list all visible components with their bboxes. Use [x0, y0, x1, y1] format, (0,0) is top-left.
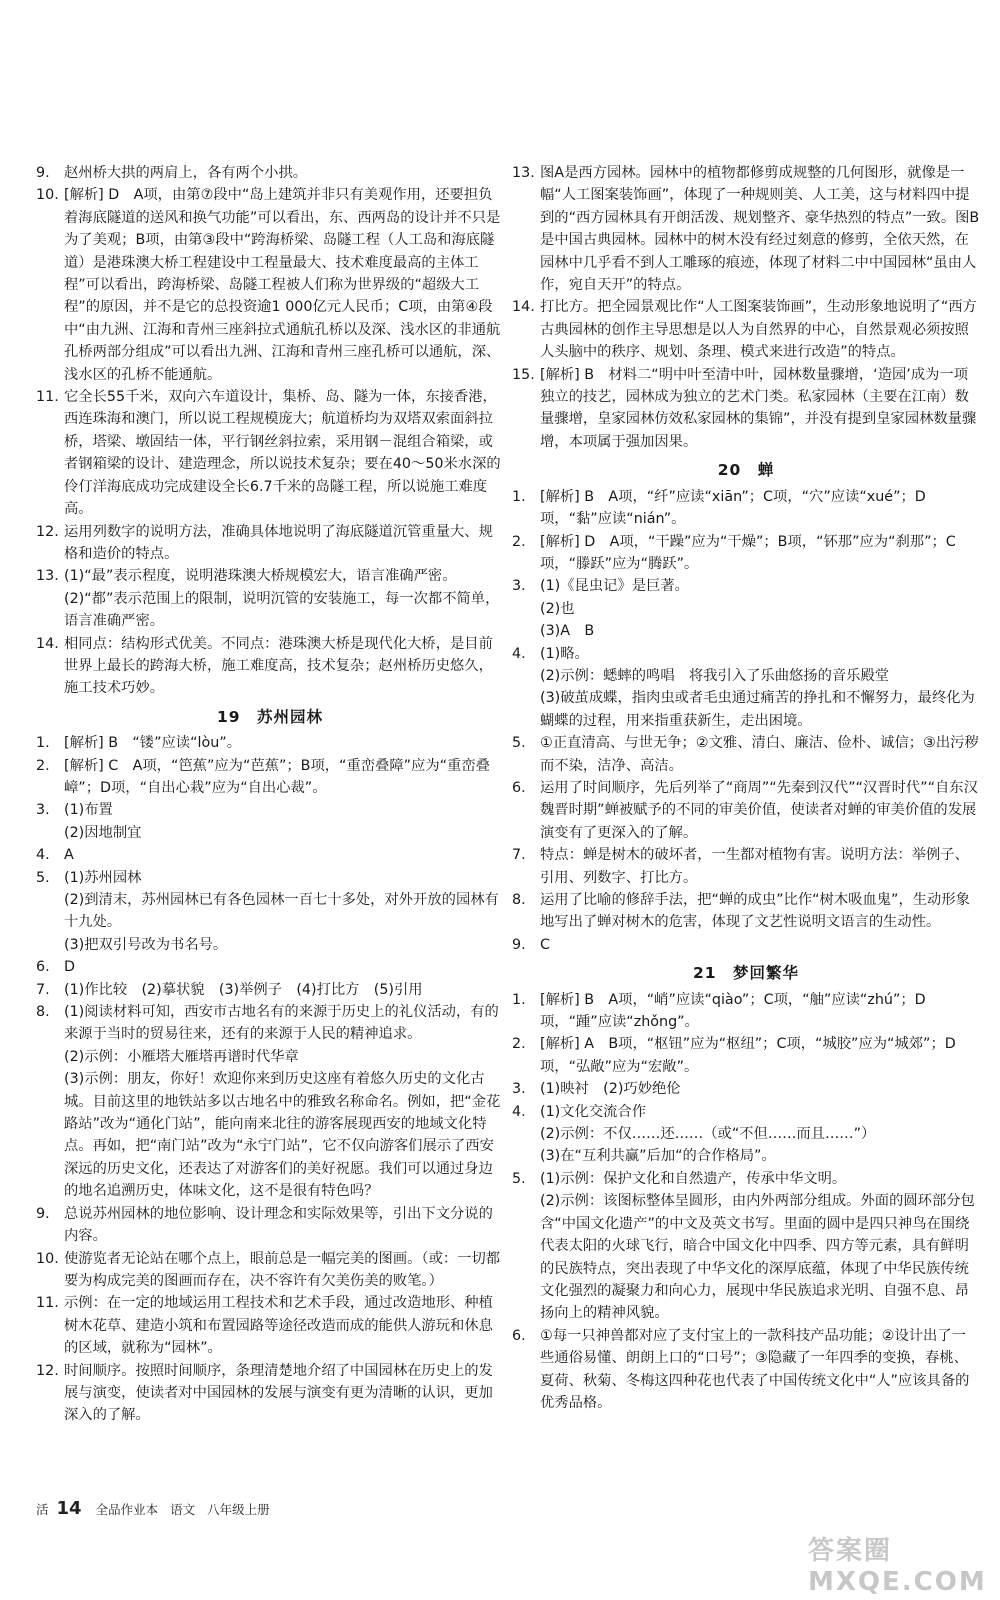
answer-item	[512, 531, 980, 576]
answer-number: 5.	[512, 735, 526, 752]
answer-item	[512, 1078, 980, 1100]
answer-number: 14.	[512, 299, 535, 316]
answer-item	[36, 867, 504, 957]
answer-number: 10.	[36, 187, 59, 204]
answer-text: 总说苏州园林的地位影响、设计理念和实际效果等，引出下文分说的内容。	[64, 1205, 493, 1245]
page-footer	[36, 1498, 278, 1519]
answer-number: 12.	[36, 1362, 59, 1379]
answer-number: 13.	[36, 568, 59, 585]
answer-list	[512, 989, 980, 1415]
answer-text: [解析] B A项，“峭”应读“qiào”；C项，“舳”应读“zhú”；D项，“踵”应读“zhǒng”。	[540, 991, 926, 1031]
answer-item	[36, 1203, 504, 1248]
answer-number: 14.	[36, 635, 59, 652]
answer-text: (2)示例：该图标整体呈圆形，由内外两部分组成。外面的圆环部分包含“中国文化遗产”的中文及英文书写。里面的圆中是四只神鸟在围绕代表太阳的火球飞行，暗合中国文化中四季、四方等元素，具有鲜明的民族特点，突出表现了中华文化的深厚底蕴，体现了中华民族传统文化强烈的凝聚力和向心力，展现中华民族追求光明、自强不息、昂扬向上的精神风貌。	[540, 1193, 975, 1322]
answer-text: [解析] D A项，由第⑦段中“岛上建筑并非只有美观作用，还要担负着海底隧道的送风和换气功能”可以看出，东、西两岛的设计并不只是为了美观；B项，由第③段中“跨海桥梁、岛隧工程（人工岛和海底隧道）是港珠澳大桥工程建设中工程量最大、技术难度最高的主体工程”可以看出，跨海桥梁、岛隧工程被人们称为世界级的“超级大工程”的原因，并不是它的总投资逾1 000亿元人民币；C项，由第④段中“由九洲、江海和青州三座斜拉式通航孔桥以及深、浅水区的非通航孔桥两部分组成”可以看出九洲、江海和青州三座孔桥可以通航，深、浅水区的孔桥不能通航。	[64, 187, 501, 383]
answer-item	[512, 777, 980, 844]
answer-number: 7.	[36, 981, 50, 998]
answer-item	[36, 979, 504, 1001]
answer-number: 11.	[36, 389, 59, 406]
answer-text: (2)示例：小雁塔大雁塔再谱时代华章	[64, 1048, 299, 1065]
answer-text: 运用了时间顺序，先后列举了“商周”“先秦到汉代”“汉晋时代”“自东汉魏晋时期”蝉被赋予的不同的审美价值，使读者对蝉的审美价值的发展演变有了更深入的了解。	[540, 779, 978, 841]
answer-number: 9.	[36, 1205, 50, 1222]
answer-item	[512, 575, 980, 642]
answer-item	[512, 162, 980, 296]
answer-number: 4.	[512, 1103, 526, 1120]
answer-item	[36, 386, 504, 520]
answer-text: [解析] C A项，“笆蕉”应为“芭蕉”；B项，“重峦叠障”应为“重峦叠嶂”；D项，“自出心栽”应为“自出心裁”。	[64, 757, 490, 796]
answer-text: 图A是西方园林。园林中的植物都修剪成规整的几何图形，就像是一幅“人工图案装饰画”，体现了一种规则美、人工美，这与材料四中提到的“西方园林具有开朗活泼、规划整齐、豪华热烈的特点”一致。图B是中国古典园林。园林中的树木没有经过刻意的修剪，全依天然，在园林中几乎看不到人工雕琢的痕迹，体现了材料二中中国园林“虽由人作，宛自天开”的特点。	[540, 165, 980, 294]
answer-text: (2)因地制宜	[64, 824, 142, 841]
answer-number: 3.	[36, 802, 50, 819]
answer-text: [解析] A B项，“枢钮”应为“枢纽”；C项，“城胶”应为“城郊”；D项，“弘敞”应为“宏敞”。	[540, 1036, 956, 1075]
answer-item	[36, 521, 504, 566]
answer-text: C	[540, 936, 550, 953]
answer-text: 运用列数字的说明方法，准确具体地说明了海底隧道沉管重量大、规格和造价的特点。	[64, 523, 493, 562]
answer-number: 1.	[36, 735, 50, 752]
answer-number: 2.	[512, 533, 526, 550]
answer-item	[36, 799, 504, 844]
answer-text: (1)文化交流合作	[540, 1103, 647, 1120]
answer-text: [解析] B 材料二“明中叶至清中叶，园林数量骤增，‘造园’成为一项独立的技艺，园林成为独立的艺术门类。私家园林（主要在江南）数量骤增，皇家园林仿效私家园林的集锦”，并没有提到皇家园林数量骤增，本项属于强加因果。	[540, 366, 977, 450]
answer-item	[36, 1360, 504, 1427]
answer-text: (1)示例：保护文化和自然遗产，传承中华文明。	[540, 1170, 847, 1187]
answer-text: (2)示例：不仅……还……（或“不但……而且……”）	[540, 1126, 876, 1143]
answer-number: 4.	[36, 847, 50, 864]
answer-text: (3)在“互利共赢”后加“的合作格局”。	[540, 1148, 776, 1165]
answer-text: (2)示例：蟋蟀的鸣唱 将我引入了乐曲悠扬的音乐殿堂	[540, 667, 890, 684]
answer-text: 赵州桥大拱的两肩上，各有两个小拱。	[64, 165, 308, 181]
answer-number: 10.	[36, 1250, 59, 1267]
answer-item	[36, 1292, 504, 1359]
answer-item	[36, 732, 504, 754]
answer-text: (1)苏州园林	[64, 869, 142, 886]
section-title-20: 20 蝉	[717, 461, 775, 480]
answer-text: (1)略。	[540, 645, 589, 662]
answer-text: (1)布置	[64, 802, 113, 819]
answer-text: 运用了比喻的修辞手法，把“蝉的成虫”比作“树木吸血鬼”，生动形象地写出了蝉对树木的危害，体现了文艺性说明文语言的生动性。	[540, 892, 970, 931]
section-title-21: 21 梦回繁华	[692, 964, 800, 983]
answer-text: (2)也	[540, 600, 575, 617]
answer-number: 2.	[36, 757, 50, 774]
answer-list	[512, 162, 980, 453]
answer-text: (2)“都”表示范围上的限制，说明沉管的安装施工，每一次都不简单，语言准确严密。	[64, 590, 500, 630]
section-title-19: 19 苏州园林	[216, 707, 324, 726]
answer-number: 1.	[512, 488, 526, 505]
answer-text: 相同点：结构形式优美。不同点：港珠澳大桥是现代化大桥，是目前世界上最长的跨海大桥，施工难度高，技术复杂；赵州桥历史悠久，施工技术巧妙。	[64, 635, 493, 697]
answer-number: 6.	[36, 959, 50, 976]
answer-text: (3)把双引号改为书名号。	[64, 936, 228, 953]
answer-text: (3)示例：朋友，你好！欢迎你来到历史这座有着悠久历史的文化古城。目前这里的地铁站多以古地名中的雅致名称命名。例如，把“金花路站”改为“通化门站”，能向南来北往的游客展现西安的地域文化特点。再如，把“南门站”改为“永宁门站”，它不仅向游客们展示了西安深远的历史文化，还表达了对游客们的美好祝愿。我们可以通过身边的地名追溯历史，体味文化，这不是很有特色吗？	[64, 1071, 501, 1200]
answer-text: (1)作比较 (2)摹状貌 (3)举例子 (4)打比方 (5)引用	[64, 981, 423, 998]
answer-number: 9.	[512, 936, 526, 953]
answer-number: 13.	[512, 165, 535, 181]
answer-item	[512, 364, 980, 454]
answer-number: 2.	[512, 1036, 526, 1053]
answer-number: 11.	[36, 1295, 59, 1312]
answer-item	[512, 1325, 980, 1415]
answer-number: 8.	[512, 892, 526, 908]
answer-list	[36, 732, 504, 1427]
answer-number: 4.	[512, 645, 526, 662]
answer-item	[36, 565, 504, 632]
answer-item	[36, 844, 504, 866]
answer-text: [解析] B A项，“纤”应读“xiān”；C项，“穴”应读“xué”；D项，“黏”应读“nián”。	[540, 488, 926, 528]
answer-item	[36, 1248, 504, 1293]
answer-item	[512, 1101, 980, 1168]
answer-item	[512, 296, 980, 363]
answer-item	[512, 486, 980, 531]
right-column	[512, 162, 980, 1414]
footer-prefix: 活	[36, 1502, 49, 1517]
answer-item	[512, 989, 980, 1034]
answer-list	[512, 486, 980, 957]
subject-name: 语文	[170, 1502, 196, 1517]
answer-text: (1)阅读材料可知，西安市古地名有的来源于历史上的礼仪活动，有的来源于当时的贸易往来，还有的来源于人民的精神追求。	[64, 1004, 499, 1043]
answer-text: ①正直清高、与世无争；②文雅、清白、廉洁、俭朴、诚信；③出污秽而不染，洁净、高洁。	[540, 735, 979, 774]
answer-text: (3)破茧成蝶，指肉虫或者毛虫通过痛苦的挣扎和不懈努力，最终化为蝴蝶的过程，用来指重获新生，走出困境。	[540, 690, 975, 729]
answer-number: 6.	[512, 1327, 526, 1344]
answer-item	[512, 732, 980, 777]
answer-text: 它全长55千米，双向六车道设计，集桥、岛、隧为一体，东接香港，西连珠海和澳门，所以说工程规模庞大；航道桥均为双塔双索面斜拉桥，塔梁、墩固结一体，平行钢丝斜拉索，采用钢－混组合箱梁，或者钢箱梁的设计、建造理念，所以说技术复杂；要在40～50米水深的伶仃洋海底成功完成建设全长6.7千米的岛隧工程，所以说施工难度高。	[64, 389, 501, 518]
book-name: 全品作业本	[95, 1502, 159, 1517]
answer-text: [解析] D A项，“干躁”应为“干燥”；B项，“钚那”应为“刹那”；C项，“滕跃”应为“腾跃”。	[540, 533, 956, 572]
answer-item	[512, 1033, 980, 1078]
answer-text: 时间顺序。按照时间顺序，条理清楚地介绍了中国园林在历史上的发展与演变，使读者对中国园林的发展与演变有更为清晰的认识，更加深入的了解。	[64, 1362, 493, 1424]
watermark-logo: 答案圈 MXQE.COM	[808, 1536, 987, 1597]
answer-item	[36, 956, 504, 978]
answer-text: 使游览者无论站在哪个点上，眼前总是一幅完美的图画。（或：一切都要为构成完美的图画而存在，决不容许有欠美伤美的败笔。）	[64, 1250, 501, 1289]
answer-item	[512, 844, 980, 889]
answer-text: (3)A B	[540, 623, 595, 640]
answer-item	[512, 1168, 980, 1325]
answer-text: (1)《昆虫记》是巨著。	[540, 578, 689, 595]
answer-number: 1.	[512, 991, 526, 1008]
answer-number: 7.	[512, 847, 526, 864]
answer-item	[512, 889, 980, 934]
answer-text: 打比方。把全园景观比作“人工图案装饰画”，生动形象地说明了“西方古典园林的创作主导思想是以人为自然界的中心，自然景观必须按照人头脑中的秩序、规划、条理、模式来进行改造”的特点。	[540, 299, 977, 361]
answer-item	[36, 633, 504, 700]
answer-item	[36, 1001, 504, 1203]
answer-number: 6.	[512, 779, 526, 796]
answer-item	[512, 934, 980, 956]
answer-number: 3.	[512, 578, 526, 595]
answer-number: 15.	[512, 366, 535, 383]
answer-number: 8.	[36, 1004, 50, 1021]
grade-name: 八年级上册	[207, 1502, 270, 1517]
answer-text: D	[64, 959, 76, 976]
answer-item	[36, 162, 504, 184]
page-number: 14	[56, 1498, 82, 1519]
answer-number: 5.	[512, 1170, 526, 1187]
answer-number: 5.	[36, 869, 50, 886]
answer-text: 特点：蝉是树木的破坏者，一生都对植物有害。说明方法：举例子、引用、列数字、打比方。	[540, 847, 969, 886]
left-column	[36, 162, 504, 1427]
answer-number: 3.	[512, 1081, 526, 1098]
answer-text: [解析] B “镂”应读“lòu”。	[64, 735, 241, 752]
answer-list	[36, 162, 504, 700]
answer-item	[36, 184, 504, 386]
answer-item	[512, 643, 980, 733]
answer-number: 12.	[36, 523, 59, 540]
answer-text: (1)“最”表示程度，说明港珠澳大桥规模宏大，语言准确严密。	[64, 568, 457, 585]
answer-text: (2)到清末，苏州园林已有各色园林一百七十多处，对外开放的园林有十九处。	[64, 892, 499, 931]
answer-text: ①每一只神兽都对应了支付宝上的一款科技产品功能；②设计出了一些通俗易懂、朗朗上口的“口号”；③隐藏了一年四季的变换，春桃、夏荷、秋菊、冬梅这四种花也代表了中国传统文化中“人”应该具备的优秀品格。	[540, 1327, 970, 1411]
answer-text: A	[64, 847, 74, 864]
answer-number: 9.	[36, 165, 50, 181]
answer-text: 示例：在一定的地域运用工程技术和艺术手段，通过改造地形、种植树木花草、建造小筑和布置园路等途径改造而成的能供人游玩和休息的区域，就称为“园林”。	[64, 1295, 493, 1357]
answer-text: (1)映衬 (2)巧妙绝伦	[540, 1081, 681, 1098]
answer-item	[36, 755, 504, 800]
